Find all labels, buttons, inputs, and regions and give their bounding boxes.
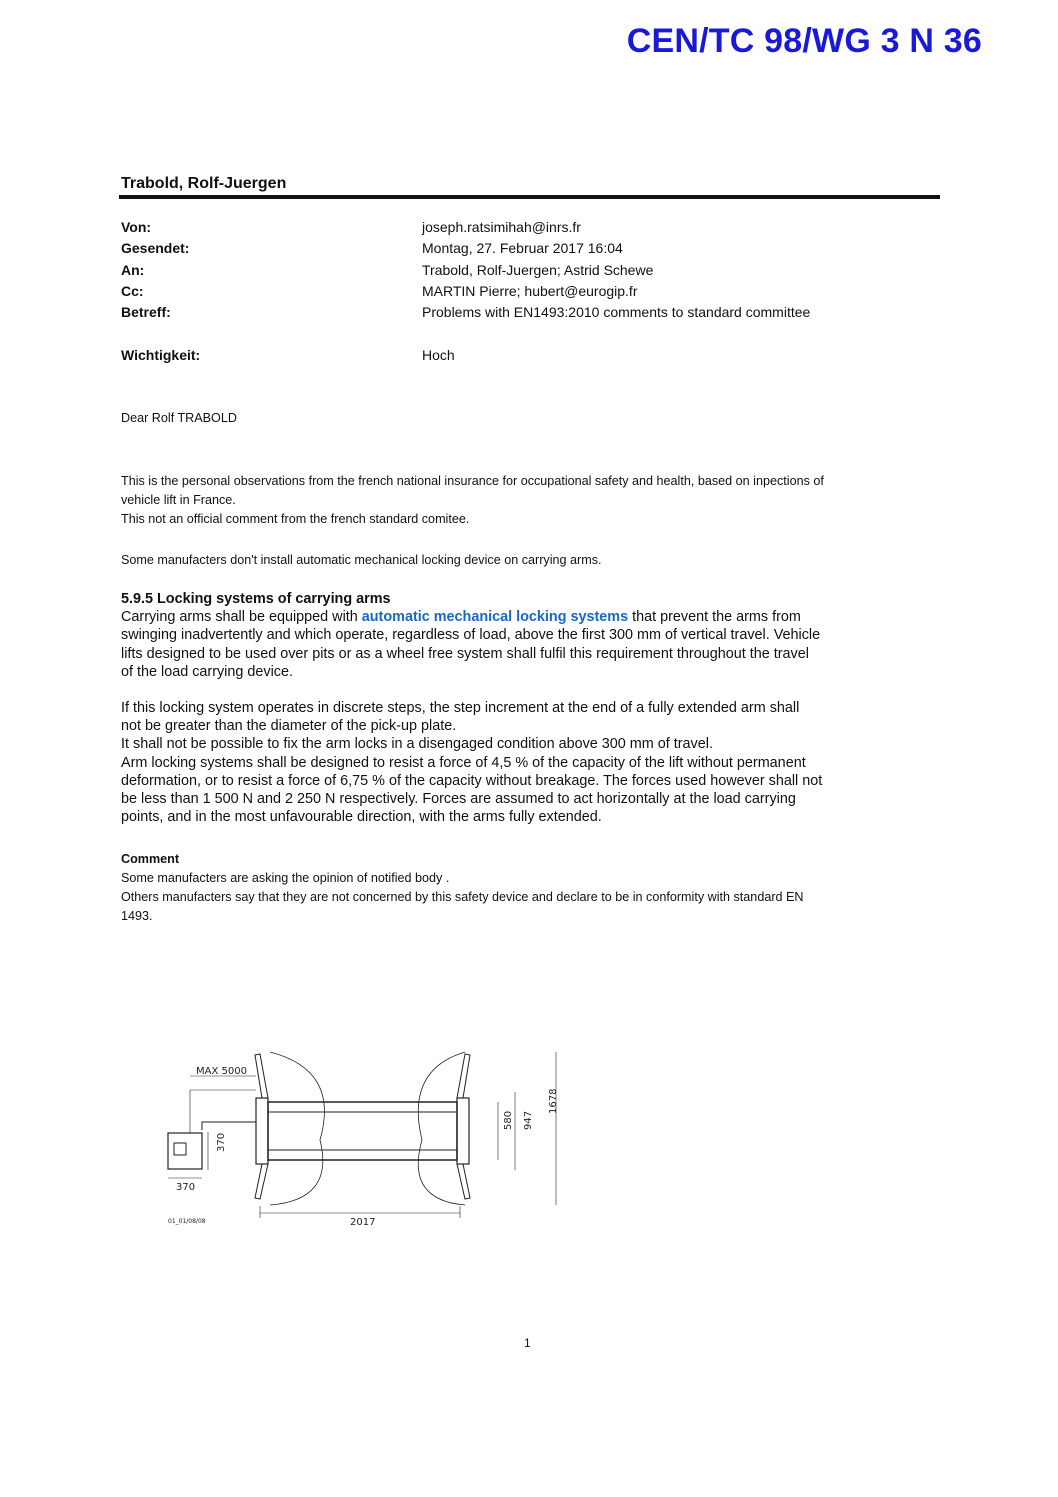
header-label: An: xyxy=(121,261,145,278)
header-row-from xyxy=(121,219,941,240)
email-header xyxy=(121,219,941,369)
section-line: not be greater than the diameter of the pick-up plate. xyxy=(121,718,457,735)
section-line: lifts designed to be used over pits or as a wheel free system shall fulfil this requirement throughout the travel xyxy=(121,645,809,662)
header-row-sent xyxy=(121,240,941,261)
header-label: Wichtigkeit: xyxy=(121,347,201,364)
comment-line: Some manufacters are asking the opinion of notified body . xyxy=(121,871,450,885)
intro-line: This is the personal observations from the french national insurance for occupational safety and health, based on inpections of xyxy=(121,474,824,488)
section-line: It shall not be possible to fix the arm locks in a disengaged condition above 300 mm of travel. xyxy=(121,736,713,753)
header-row-subject xyxy=(121,304,941,325)
vehicle-lift-drawing xyxy=(160,1030,580,1230)
dim-580: 580 xyxy=(503,1110,514,1130)
header-label: Betreff: xyxy=(121,304,171,321)
comment-line: Others manufacters say that they are not concerned by this safety device and declare to be in conformity with standard EN xyxy=(121,890,804,904)
comment-title: Comment xyxy=(121,852,180,866)
highlighted-phrase: automatic mechanical locking systems xyxy=(361,609,629,626)
dim-370-horizontal: 370 xyxy=(176,1182,196,1193)
comment-line: 1493. xyxy=(121,909,153,923)
section-line: Carrying arms shall be equipped with automatic mechanical locking systems that prevent the arms from xyxy=(121,609,801,626)
intro-paragraph xyxy=(121,472,941,529)
dim-370-vertical: 370 xyxy=(216,1132,227,1152)
section-line: points, and in the most unfavourable direction, with the arms fully extended. xyxy=(121,809,602,826)
page-number: 1 xyxy=(524,1336,531,1350)
dim-max: MAX 5000 xyxy=(196,1066,247,1077)
intro-line: vehicle lift in France. xyxy=(121,493,236,507)
dim-947: 947 xyxy=(523,1110,534,1130)
sender-name: Trabold, Rolf-Juergen xyxy=(121,175,287,192)
header-label: Von: xyxy=(121,219,152,235)
drawing-ref: 01_01/08/08 xyxy=(168,1218,206,1225)
header-label: Gesendet: xyxy=(121,240,190,257)
section-line: deformation, or to resist a force of 6,75 % of the capacity without breakage. The forces used however shall not xyxy=(121,772,823,789)
document-id: CEN/TC 98/WG 3 N 36 xyxy=(626,22,982,60)
header-value: Trabold, Rolf-Juergen; Astrid Schewe xyxy=(422,261,654,278)
header-label: Cc: xyxy=(121,282,144,299)
section-line: of the load carrying device. xyxy=(121,663,293,680)
header-value: MARTIN Pierre; hubert@eurogip.fr xyxy=(422,282,638,299)
header-row-cc xyxy=(121,283,941,304)
section-line: Arm locking systems shall be designed to resist a force of 4,5 % of the capacity of the lift without permanent xyxy=(121,754,806,771)
header-row-importance xyxy=(121,347,941,368)
greeting: Dear Rolf TRABOLD xyxy=(121,411,237,425)
dim-1678: 1678 xyxy=(548,1088,559,1114)
header-value: Problems with EN1493:2010 comments to standard committee xyxy=(422,304,811,321)
observation-text: Some manufacters don't install automatic mechanical locking device on carrying arms. xyxy=(121,553,602,567)
comment-block xyxy=(121,850,921,926)
header-rule xyxy=(119,195,940,199)
section-line: be less than 1 500 N and 2 250 N respectively. Forces are assumed to act horizontally at the load carrying xyxy=(121,791,796,808)
header-value: Hoch xyxy=(422,347,455,364)
standard-excerpt xyxy=(121,590,921,826)
header-value: Montag, 27. Februar 2017 16:04 xyxy=(422,240,623,257)
section-title: 5.9.5 Locking systems of carrying arms xyxy=(121,591,391,607)
section-line: If this locking system operates in discrete steps, the step increment at the end of a fully extended arm shall xyxy=(121,700,800,717)
dim-2017: 2017 xyxy=(350,1217,376,1228)
header-value: joseph.ratsimihah@inrs.fr xyxy=(422,219,581,235)
header-row-to xyxy=(121,262,941,283)
intro-line: This not an official comment from the french standard comitee. xyxy=(121,512,470,526)
section-line: swinging inadvertently and which operate, regardless of load, above the first 300 mm of vertical travel. Vehicle xyxy=(121,627,821,644)
